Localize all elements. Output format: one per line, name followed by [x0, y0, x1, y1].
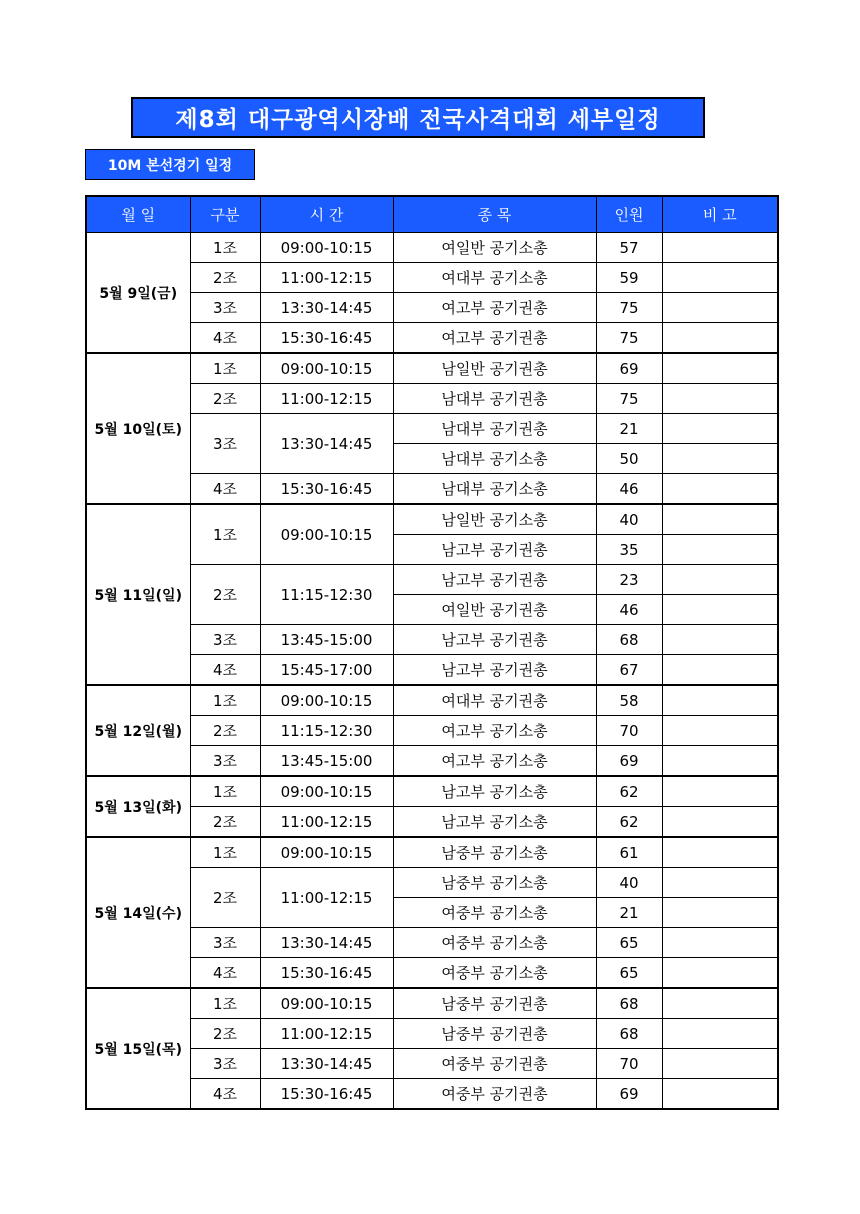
note-cell [662, 776, 778, 807]
count-cell: 57 [596, 233, 662, 263]
table-row [86, 565, 778, 595]
time-cell: 15:45-17:00 [260, 655, 393, 686]
note-cell [662, 565, 778, 595]
header-date: 월 일 [86, 196, 190, 233]
event-cell: 여고부 공기소총 [393, 716, 596, 746]
note-cell [662, 504, 778, 535]
note-cell [662, 323, 778, 354]
note-cell [662, 807, 778, 838]
group-cell: 1조 [190, 353, 260, 384]
time-cell: 09:00-10:15 [260, 685, 393, 716]
note-cell [662, 837, 778, 868]
note-cell [662, 263, 778, 293]
event-cell: 남대부 공기소총 [393, 474, 596, 505]
count-cell: 68 [596, 625, 662, 655]
time-cell: 15:30-16:45 [260, 323, 393, 354]
table-row [86, 685, 778, 716]
table-row [86, 353, 778, 384]
group-cell: 1조 [190, 685, 260, 716]
count-cell: 59 [596, 263, 662, 293]
event-cell: 여중부 공기권총 [393, 1049, 596, 1079]
note-cell [662, 1019, 778, 1049]
note-cell [662, 384, 778, 414]
time-cell: 13:30-14:45 [260, 928, 393, 958]
page-title: 제8회 대구광역시장배 전국사격대회 세부일정 [131, 97, 705, 138]
group-cell: 4조 [190, 958, 260, 989]
date-cell: 5월 9일(금) [86, 233, 190, 354]
table-row [86, 958, 778, 989]
group-cell: 2조 [190, 716, 260, 746]
group-cell: 1조 [190, 233, 260, 263]
group-cell: 1조 [190, 837, 260, 868]
table-row [86, 776, 778, 807]
time-cell: 09:00-10:15 [260, 837, 393, 868]
event-cell: 여대부 공기권총 [393, 685, 596, 716]
table-row [86, 474, 778, 505]
group-cell: 3조 [190, 928, 260, 958]
table-row [86, 384, 778, 414]
count-cell: 23 [596, 565, 662, 595]
table-row [86, 837, 778, 868]
count-cell: 40 [596, 868, 662, 898]
count-cell: 65 [596, 958, 662, 989]
time-cell: 11:00-12:15 [260, 868, 393, 928]
table-row [86, 1079, 778, 1110]
table-row [86, 746, 778, 777]
group-cell: 1조 [190, 776, 260, 807]
count-cell: 65 [596, 928, 662, 958]
schedule-body [86, 233, 778, 1110]
table-row [86, 504, 778, 535]
event-cell: 남고부 공기권총 [393, 565, 596, 595]
event-cell: 여중부 공기권총 [393, 1079, 596, 1110]
table-row [86, 1019, 778, 1049]
event-cell: 남일반 공기권총 [393, 353, 596, 384]
note-cell [662, 535, 778, 565]
count-cell: 69 [596, 746, 662, 777]
table-row [86, 988, 778, 1019]
table-row [86, 263, 778, 293]
event-cell: 남대부 공기권총 [393, 384, 596, 414]
group-cell: 3조 [190, 625, 260, 655]
event-cell: 여중부 공기소총 [393, 898, 596, 928]
event-cell: 남고부 공기권총 [393, 655, 596, 686]
header-row [86, 196, 778, 233]
count-cell: 21 [596, 414, 662, 444]
event-cell: 남일반 공기소총 [393, 504, 596, 535]
count-cell: 62 [596, 776, 662, 807]
time-cell: 09:00-10:15 [260, 233, 393, 263]
group-cell: 1조 [190, 988, 260, 1019]
event-cell: 여일반 공기권총 [393, 595, 596, 625]
table-row [86, 625, 778, 655]
event-cell: 남중부 공기권총 [393, 1019, 596, 1049]
note-cell [662, 716, 778, 746]
time-cell: 15:30-16:45 [260, 474, 393, 505]
date-cell: 5월 15일(목) [86, 988, 190, 1109]
note-cell [662, 414, 778, 444]
event-cell: 남고부 공기소총 [393, 776, 596, 807]
count-cell: 69 [596, 1079, 662, 1110]
header-count: 인원 [596, 196, 662, 233]
time-cell: 11:00-12:15 [260, 263, 393, 293]
group-cell: 2조 [190, 1019, 260, 1049]
note-cell [662, 233, 778, 263]
time-cell: 11:15-12:30 [260, 716, 393, 746]
note-cell [662, 898, 778, 928]
group-cell: 3조 [190, 1049, 260, 1079]
event-cell: 여고부 공기권총 [393, 323, 596, 354]
group-cell: 2조 [190, 807, 260, 838]
event-cell: 여고부 공기권총 [393, 293, 596, 323]
time-cell: 09:00-10:15 [260, 988, 393, 1019]
time-cell: 11:00-12:15 [260, 1019, 393, 1049]
time-cell: 11:00-12:15 [260, 807, 393, 838]
event-cell: 여고부 공기소총 [393, 746, 596, 777]
note-cell [662, 474, 778, 505]
group-cell: 3조 [190, 414, 260, 474]
note-cell [662, 625, 778, 655]
table-row [86, 655, 778, 686]
event-cell: 남대부 공기권총 [393, 414, 596, 444]
count-cell: 35 [596, 535, 662, 565]
table-row [86, 868, 778, 898]
table-row [86, 928, 778, 958]
event-cell: 여대부 공기소총 [393, 263, 596, 293]
note-cell [662, 988, 778, 1019]
note-cell [662, 655, 778, 686]
table-row [86, 414, 778, 444]
event-cell: 남중부 공기권총 [393, 988, 596, 1019]
note-cell [662, 293, 778, 323]
group-cell: 4조 [190, 1079, 260, 1110]
group-cell: 4조 [190, 323, 260, 354]
note-cell [662, 928, 778, 958]
note-cell [662, 958, 778, 989]
group-cell: 4조 [190, 655, 260, 686]
date-cell: 5월 14일(수) [86, 837, 190, 988]
table-row [86, 293, 778, 323]
count-cell: 58 [596, 685, 662, 716]
note-cell [662, 685, 778, 716]
count-cell: 70 [596, 1049, 662, 1079]
count-cell: 40 [596, 504, 662, 535]
note-cell [662, 444, 778, 474]
time-cell: 13:45-15:00 [260, 746, 393, 777]
count-cell: 21 [596, 898, 662, 928]
time-cell: 15:30-16:45 [260, 958, 393, 989]
count-cell: 75 [596, 293, 662, 323]
note-cell [662, 595, 778, 625]
note-cell [662, 1079, 778, 1110]
group-cell: 1조 [190, 504, 260, 565]
note-cell [662, 353, 778, 384]
event-cell: 여중부 공기소총 [393, 928, 596, 958]
table-row [86, 233, 778, 263]
event-cell: 여중부 공기소총 [393, 958, 596, 989]
date-cell: 5월 10일(토) [86, 353, 190, 504]
note-cell [662, 746, 778, 777]
count-cell: 62 [596, 807, 662, 838]
count-cell: 70 [596, 716, 662, 746]
count-cell: 75 [596, 384, 662, 414]
event-cell: 남대부 공기소총 [393, 444, 596, 474]
time-cell: 11:15-12:30 [260, 565, 393, 625]
group-cell: 2조 [190, 868, 260, 928]
count-cell: 68 [596, 1019, 662, 1049]
group-cell: 3조 [190, 293, 260, 323]
header-event: 종 목 [393, 196, 596, 233]
event-cell: 남고부 공기권총 [393, 625, 596, 655]
group-cell: 2조 [190, 263, 260, 293]
schedule-table [85, 195, 779, 1110]
table-row [86, 807, 778, 838]
time-cell: 09:00-10:15 [260, 776, 393, 807]
count-cell: 67 [596, 655, 662, 686]
time-cell: 15:30-16:45 [260, 1079, 393, 1110]
event-cell: 남고부 공기권총 [393, 535, 596, 565]
time-cell: 13:30-14:45 [260, 293, 393, 323]
section-title: 10M 본선경기 일정 [85, 149, 255, 180]
count-cell: 61 [596, 837, 662, 868]
header-note: 비 고 [662, 196, 778, 233]
time-cell: 13:30-14:45 [260, 1049, 393, 1079]
count-cell: 75 [596, 323, 662, 354]
date-cell: 5월 11일(일) [86, 504, 190, 685]
table-row [86, 1049, 778, 1079]
count-cell: 69 [596, 353, 662, 384]
event-cell: 남중부 공기소총 [393, 837, 596, 868]
group-cell: 3조 [190, 746, 260, 777]
count-cell: 46 [596, 595, 662, 625]
time-cell: 09:00-10:15 [260, 353, 393, 384]
time-cell: 09:00-10:15 [260, 504, 393, 565]
event-cell: 남고부 공기소총 [393, 807, 596, 838]
event-cell: 남중부 공기소총 [393, 868, 596, 898]
table-row [86, 716, 778, 746]
count-cell: 50 [596, 444, 662, 474]
time-cell: 11:00-12:15 [260, 384, 393, 414]
group-cell: 4조 [190, 474, 260, 505]
group-cell: 2조 [190, 565, 260, 625]
count-cell: 68 [596, 988, 662, 1019]
note-cell [662, 1049, 778, 1079]
time-cell: 13:45-15:00 [260, 625, 393, 655]
date-cell: 5월 13일(화) [86, 776, 190, 837]
group-cell: 2조 [190, 384, 260, 414]
note-cell [662, 868, 778, 898]
count-cell: 46 [596, 474, 662, 505]
header-time: 시 간 [260, 196, 393, 233]
date-cell: 5월 12일(월) [86, 685, 190, 776]
time-cell: 13:30-14:45 [260, 414, 393, 474]
table-row [86, 323, 778, 354]
header-group: 구분 [190, 196, 260, 233]
event-cell: 여일반 공기소총 [393, 233, 596, 263]
